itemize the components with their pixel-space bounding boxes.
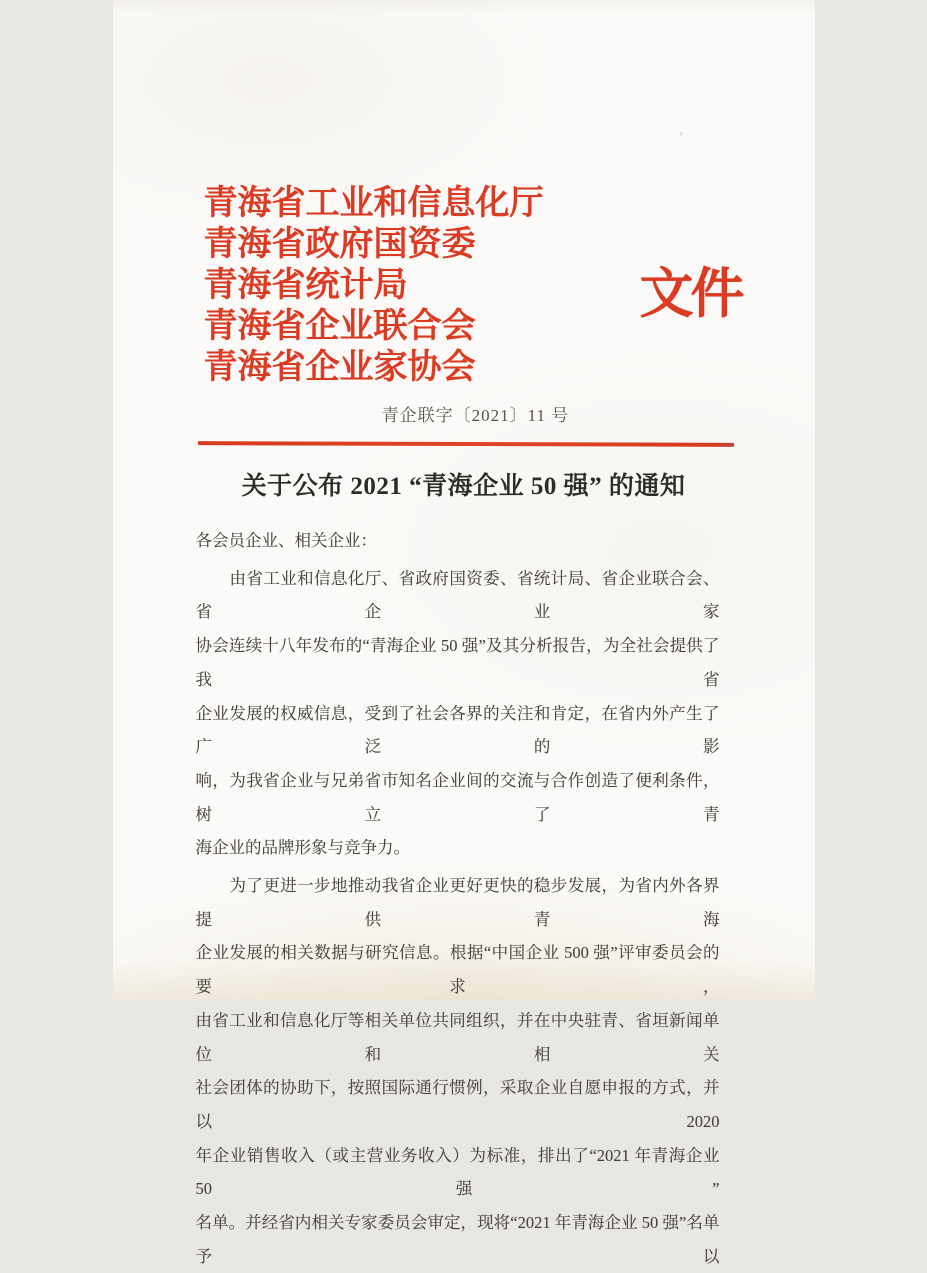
body-line: 由省工业和信息化厅、省政府国资委、省统计局、省企业联合会、省企业家 <box>195 568 720 622</box>
document-marker: 文件 <box>639 264 742 324</box>
body-line: 社会团体的协助下，按照国际通行惯例，采取企业自愿申报的方式，并以 2020 <box>195 1078 720 1131</box>
body-line: 名单。并经省内相关专家委员会审定，现将“2021 年青海企业 50 强”名单予以 <box>195 1213 720 1266</box>
body-line: 企业发展的权威信息，受到了社会各界的关注和肯定，在省内外产生了广泛的影 <box>195 703 720 757</box>
issuer-line: 青海省工业和信息化厅 <box>203 185 544 222</box>
body-line: 企业发展的相关数据与研究信息。根据“中国企业 500 强”评审委员会的要求， <box>195 943 720 997</box>
scan-artifact-mark: + <box>678 129 684 139</box>
document-body <box>196 524 720 1273</box>
reference-number: 青企联字〔2021〕11 号 <box>381 406 570 425</box>
body-line: 响，为我省企业与兄弟省市知名企业间的交流与合作创造了便利条件，树立了青 <box>195 770 720 824</box>
issuer-line: 青海省企业家协会 <box>203 349 476 386</box>
issuer-line: 青海省企业联合会 <box>203 308 476 345</box>
body-line: 协会连续十八年发布的“青海企业 50 强”及其分析报告，为全社会提供了我省 <box>195 636 720 689</box>
body-lines <box>196 562 720 1273</box>
red-divider-line <box>197 441 733 447</box>
scanned-document-page <box>113 0 815 1266</box>
body-line: 由省工业和信息化厅等相关单位共同组织，并在中央驻青、省垣新闻单位和相关 <box>195 1010 720 1064</box>
letterhead-issuers <box>204 183 625 388</box>
issuer-line: 青海省统计局 <box>203 267 408 304</box>
issuer-line: 青海省政府国资委 <box>203 226 476 263</box>
body-line: 海企业的品牌形象与竞争力。 <box>195 838 410 858</box>
body-line: 年企业销售收入（或主营业务收入）为标准，排出了“2021 年青海企业 50 强” <box>195 1145 720 1199</box>
document-title: 关于公布 2021 “青海企业 50 强” 的通知 <box>241 473 686 500</box>
salutation-line: 各会员企业、相关企业： <box>195 531 377 550</box>
body-line: 为了更进一步地推动我省企业更好更快的稳步发展，为省内外各界提供青海 <box>195 876 720 929</box>
